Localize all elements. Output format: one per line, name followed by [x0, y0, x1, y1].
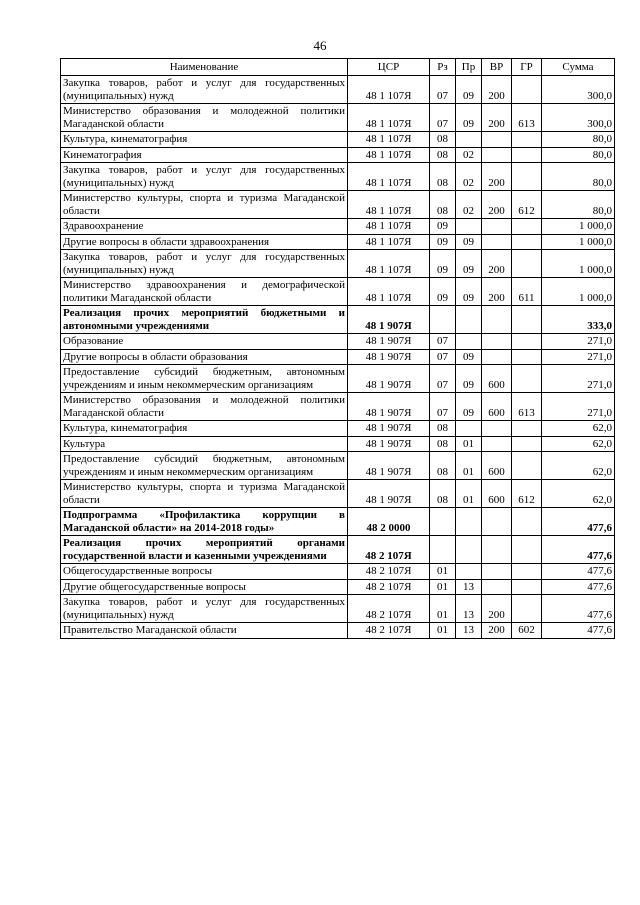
cell-rz: 01: [430, 564, 456, 580]
cell-vr: [482, 132, 512, 148]
cell-name: Предоставление субсидий бюджетным, автономным учреждениям и иным некоммерческим организациям: [61, 365, 348, 393]
table-row: [61, 278, 615, 306]
table-row: [61, 452, 615, 480]
cell-name: Культура, кинематография: [61, 421, 348, 437]
cell-sum: 80,0: [542, 132, 615, 148]
cell-pr: 13: [456, 623, 482, 639]
cell-pr: 09: [456, 76, 482, 104]
cell-sum: 271,0: [542, 365, 615, 393]
cell-sum: 80,0: [542, 163, 615, 191]
cell-pr: [456, 306, 482, 334]
budget-table: [60, 58, 615, 639]
cell-rz: 07: [430, 334, 456, 350]
cell-sum: 1 000,0: [542, 234, 615, 250]
table-row: [61, 436, 615, 452]
header-csr: ЦСР: [348, 59, 430, 76]
cell-vr: 200: [482, 278, 512, 306]
cell-rz: [430, 536, 456, 564]
table-row: [61, 76, 615, 104]
cell-csr: 48 1 107Я: [348, 219, 430, 235]
table-row: [61, 508, 615, 536]
cell-vr: 600: [482, 365, 512, 393]
table-row: [61, 219, 615, 235]
cell-csr: 48 1 107Я: [348, 104, 430, 132]
table-row: [61, 536, 615, 564]
cell-sum: 477,6: [542, 564, 615, 580]
cell-rz: 08: [430, 436, 456, 452]
cell-csr: 48 1 907Я: [348, 480, 430, 508]
cell-pr: [456, 421, 482, 437]
cell-name: Реализация прочих мероприятий бюджетными и автономными учреждениями: [61, 306, 348, 334]
cell-pr: 02: [456, 191, 482, 219]
header-rz: Рз: [430, 59, 456, 76]
cell-rz: [430, 508, 456, 536]
cell-rz: 07: [430, 76, 456, 104]
cell-gr: [512, 508, 542, 536]
cell-csr: 48 2 107Я: [348, 623, 430, 639]
cell-vr: 200: [482, 623, 512, 639]
cell-rz: 01: [430, 595, 456, 623]
header-pr: Пр: [456, 59, 482, 76]
cell-name: Министерство культуры, спорта и туризма Магаданской области: [61, 191, 348, 219]
cell-pr: 02: [456, 147, 482, 163]
cell-pr: [456, 536, 482, 564]
cell-csr: 48 1 107Я: [348, 234, 430, 250]
page-number: 46: [313, 38, 327, 53]
cell-pr: 13: [456, 579, 482, 595]
cell-vr: 200: [482, 595, 512, 623]
cell-name: Культура: [61, 436, 348, 452]
table-row: [61, 234, 615, 250]
cell-rz: 07: [430, 393, 456, 421]
cell-gr: [512, 349, 542, 365]
cell-gr: [512, 132, 542, 148]
cell-csr: 48 2 107Я: [348, 595, 430, 623]
cell-sum: 333,0: [542, 306, 615, 334]
cell-pr: 09: [456, 365, 482, 393]
table-header-row: [61, 59, 615, 76]
cell-gr: [512, 219, 542, 235]
cell-name: Предоставление субсидий бюджетным, автономным учреждениям и иным некоммерческим организациям: [61, 452, 348, 480]
cell-gr: 612: [512, 480, 542, 508]
cell-vr: 600: [482, 480, 512, 508]
cell-gr: [512, 234, 542, 250]
cell-vr: [482, 234, 512, 250]
header-sum: Сумма: [542, 59, 615, 76]
table-row: [61, 480, 615, 508]
cell-csr: 48 1 907Я: [348, 421, 430, 437]
cell-pr: 02: [456, 163, 482, 191]
table-row: [61, 163, 615, 191]
cell-name: Министерство здравоохранения и демографической политики Магаданской области: [61, 278, 348, 306]
cell-gr: 611: [512, 278, 542, 306]
cell-vr: [482, 421, 512, 437]
cell-name: Образование: [61, 334, 348, 350]
cell-csr: 48 1 907Я: [348, 334, 430, 350]
cell-sum: 300,0: [542, 104, 615, 132]
cell-csr: 48 1 107Я: [348, 278, 430, 306]
cell-gr: [512, 421, 542, 437]
table-row: [61, 132, 615, 148]
cell-csr: 48 1 107Я: [348, 250, 430, 278]
table-row: [61, 623, 615, 639]
cell-name: Закупка товаров, работ и услуг для государственных (муниципальных) нужд: [61, 76, 348, 104]
cell-sum: 477,6: [542, 595, 615, 623]
header-name: Наименование: [61, 59, 348, 76]
cell-csr: 48 2 0000: [348, 508, 430, 536]
cell-csr: 48 2 107Я: [348, 536, 430, 564]
cell-csr: 48 1 107Я: [348, 147, 430, 163]
cell-sum: 477,6: [542, 579, 615, 595]
cell-vr: [482, 579, 512, 595]
cell-vr: 200: [482, 104, 512, 132]
cell-gr: [512, 564, 542, 580]
cell-rz: 08: [430, 132, 456, 148]
table-row: [61, 579, 615, 595]
cell-sum: 477,6: [542, 623, 615, 639]
table-row: [61, 595, 615, 623]
cell-vr: [482, 436, 512, 452]
cell-rz: 07: [430, 104, 456, 132]
cell-csr: 48 1 907Я: [348, 452, 430, 480]
cell-sum: 1 000,0: [542, 250, 615, 278]
cell-sum: 62,0: [542, 452, 615, 480]
cell-csr: 48 1 907Я: [348, 349, 430, 365]
cell-vr: [482, 349, 512, 365]
cell-csr: 48 1 107Я: [348, 132, 430, 148]
cell-vr: [482, 306, 512, 334]
cell-csr: 48 1 107Я: [348, 163, 430, 191]
cell-pr: 09: [456, 393, 482, 421]
cell-csr: 48 1 907Я: [348, 306, 430, 334]
header-vr: ВР: [482, 59, 512, 76]
cell-csr: 48 1 907Я: [348, 393, 430, 421]
cell-rz: 01: [430, 579, 456, 595]
cell-sum: 271,0: [542, 393, 615, 421]
cell-gr: [512, 365, 542, 393]
cell-vr: 200: [482, 250, 512, 278]
cell-gr: [512, 536, 542, 564]
cell-name: Министерство культуры, спорта и туризма Магаданской области: [61, 480, 348, 508]
cell-vr: 600: [482, 452, 512, 480]
cell-sum: 300,0: [542, 76, 615, 104]
table-body: [61, 76, 615, 639]
cell-pr: 09: [456, 250, 482, 278]
cell-name: Министерство образования и молодежной политики Магаданской области: [61, 393, 348, 421]
cell-sum: 271,0: [542, 349, 615, 365]
cell-gr: [512, 163, 542, 191]
cell-csr: 48 1 907Я: [348, 365, 430, 393]
cell-csr: 48 1 107Я: [348, 76, 430, 104]
cell-sum: 477,6: [542, 508, 615, 536]
cell-vr: 600: [482, 393, 512, 421]
cell-csr: 48 2 107Я: [348, 564, 430, 580]
cell-vr: [482, 334, 512, 350]
cell-gr: [512, 579, 542, 595]
cell-pr: 01: [456, 480, 482, 508]
cell-name: Культура, кинематография: [61, 132, 348, 148]
cell-name: Другие вопросы в области образования: [61, 349, 348, 365]
cell-pr: [456, 564, 482, 580]
cell-rz: 08: [430, 452, 456, 480]
cell-sum: 1 000,0: [542, 219, 615, 235]
cell-gr: [512, 250, 542, 278]
cell-vr: [482, 219, 512, 235]
cell-name: Правительство Магаданской области: [61, 623, 348, 639]
table-row: [61, 365, 615, 393]
cell-vr: 200: [482, 191, 512, 219]
cell-name: Министерство образования и молодежной политики Магаданской области: [61, 104, 348, 132]
cell-pr: [456, 508, 482, 536]
cell-rz: 09: [430, 234, 456, 250]
cell-sum: 271,0: [542, 334, 615, 350]
cell-vr: [482, 536, 512, 564]
cell-pr: 09: [456, 349, 482, 365]
cell-sum: 80,0: [542, 191, 615, 219]
cell-vr: 200: [482, 76, 512, 104]
cell-sum: 62,0: [542, 436, 615, 452]
table-row: [61, 421, 615, 437]
cell-gr: [512, 452, 542, 480]
table-row: [61, 306, 615, 334]
cell-pr: [456, 132, 482, 148]
cell-rz: 01: [430, 623, 456, 639]
cell-rz: 08: [430, 191, 456, 219]
cell-pr: 13: [456, 595, 482, 623]
cell-sum: 80,0: [542, 147, 615, 163]
cell-sum: 62,0: [542, 421, 615, 437]
cell-name: Здравоохранение: [61, 219, 348, 235]
header-gr: ГР: [512, 59, 542, 76]
cell-pr: 09: [456, 278, 482, 306]
cell-gr: 613: [512, 104, 542, 132]
cell-gr: 602: [512, 623, 542, 639]
cell-rz: [430, 306, 456, 334]
cell-name: Кинематография: [61, 147, 348, 163]
cell-rz: 08: [430, 163, 456, 191]
cell-pr: 09: [456, 104, 482, 132]
cell-gr: [512, 306, 542, 334]
table-row: [61, 191, 615, 219]
cell-gr: [512, 595, 542, 623]
cell-vr: [482, 564, 512, 580]
cell-csr: 48 2 107Я: [348, 579, 430, 595]
cell-gr: [512, 334, 542, 350]
cell-name: Реализация прочих мероприятий органами государственной власти и казенными учреждениями: [61, 536, 348, 564]
cell-pr: 01: [456, 436, 482, 452]
cell-name: Общегосударственные вопросы: [61, 564, 348, 580]
table-row: [61, 250, 615, 278]
cell-rz: 08: [430, 480, 456, 508]
cell-gr: [512, 76, 542, 104]
cell-name: Закупка товаров, работ и услуг для государственных (муниципальных) нужд: [61, 250, 348, 278]
cell-gr: [512, 147, 542, 163]
cell-vr: 200: [482, 163, 512, 191]
cell-pr: [456, 219, 482, 235]
cell-gr: 613: [512, 393, 542, 421]
cell-gr: [512, 436, 542, 452]
cell-sum: 1 000,0: [542, 278, 615, 306]
cell-rz: 08: [430, 421, 456, 437]
cell-sum: 62,0: [542, 480, 615, 508]
cell-rz: 07: [430, 349, 456, 365]
cell-csr: 48 1 907Я: [348, 436, 430, 452]
cell-name: Закупка товаров, работ и услуг для государственных (муниципальных) нужд: [61, 595, 348, 623]
cell-rz: 09: [430, 250, 456, 278]
table-row: [61, 334, 615, 350]
table-row: [61, 349, 615, 365]
cell-name: Другие общегосударственные вопросы: [61, 579, 348, 595]
cell-name: Другие вопросы в области здравоохранения: [61, 234, 348, 250]
cell-gr: 612: [512, 191, 542, 219]
cell-vr: [482, 147, 512, 163]
cell-rz: 08: [430, 147, 456, 163]
cell-rz: 09: [430, 278, 456, 306]
cell-pr: 01: [456, 452, 482, 480]
cell-sum: 477,6: [542, 536, 615, 564]
table-row: [61, 104, 615, 132]
table-row: [61, 393, 615, 421]
cell-name: Подпрограмма «Профилактика коррупции в Магаданской области» на 2014-2018 годы»: [61, 508, 348, 536]
cell-csr: 48 1 107Я: [348, 191, 430, 219]
cell-pr: 09: [456, 234, 482, 250]
cell-vr: [482, 508, 512, 536]
cell-rz: 07: [430, 365, 456, 393]
table-row: [61, 564, 615, 580]
cell-pr: [456, 334, 482, 350]
table-row: [61, 147, 615, 163]
cell-rz: 09: [430, 219, 456, 235]
cell-name: Закупка товаров, работ и услуг для государственных (муниципальных) нужд: [61, 163, 348, 191]
